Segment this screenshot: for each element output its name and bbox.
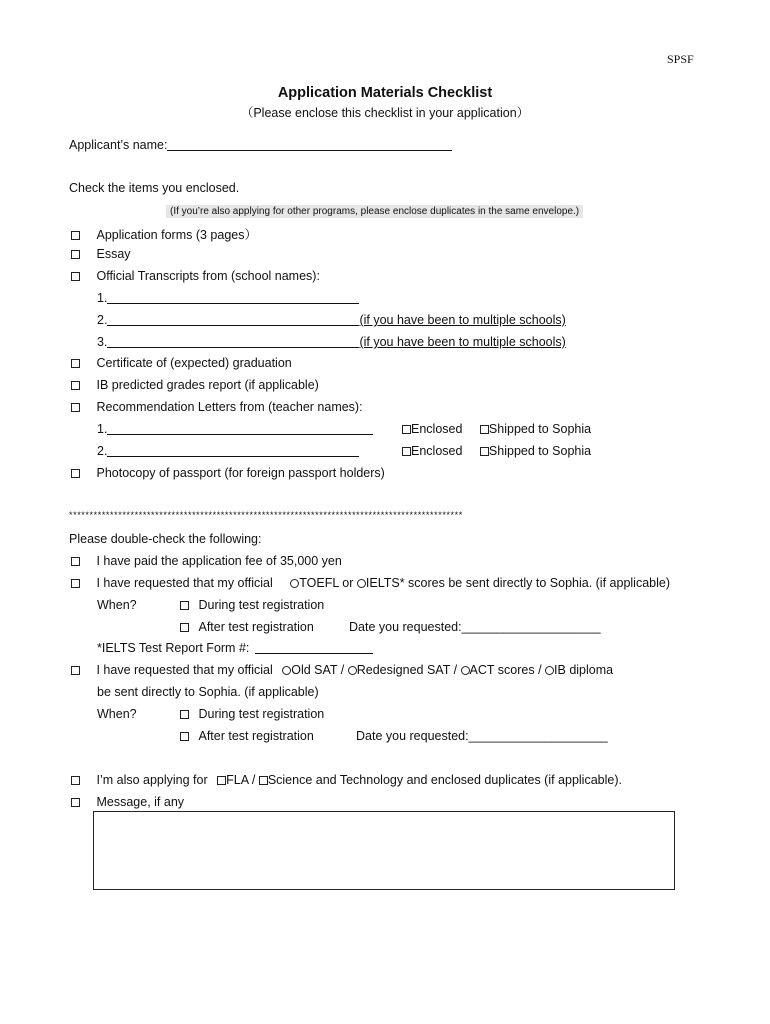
enclosed-label: Enclosed (411, 422, 463, 436)
ielts-form-label: *IELTS Test Report Form #: (97, 641, 250, 655)
also-applying-row (71, 773, 622, 787)
after-registration-label: After test registration (198, 729, 314, 743)
after-registration-row-2 (180, 729, 314, 743)
teacher-2-shipped-checkbox[interactable] (480, 447, 489, 456)
ib-report-row (71, 378, 319, 392)
teacher-1-number: 1. (97, 422, 108, 436)
ib-diploma-label: IB diploma (554, 663, 614, 677)
transcript-school-3 (97, 335, 566, 349)
ib-report-label: IB predicted grades report (if applicable) (96, 378, 319, 392)
during-registration-row-2 (180, 707, 324, 721)
double-check-heading: Please double-check the following: (69, 532, 262, 546)
sat-act-row (71, 663, 613, 677)
old-sat-radio[interactable] (282, 666, 291, 675)
transcript-school-2-field[interactable] (107, 313, 359, 326)
after-registration-row-1 (180, 620, 314, 634)
essay-checkbox[interactable] (71, 250, 80, 259)
passport-checkbox[interactable] (71, 469, 80, 478)
teacher-2-field[interactable] (107, 444, 359, 457)
certificate-checkbox[interactable] (71, 359, 80, 368)
ielts-label: IELTS* scores be sent directly to Sophia. (if applicable) (365, 576, 670, 590)
star-divider: ************************************************************************************************ (69, 510, 463, 520)
transcript-school-1-number: 1. (97, 291, 108, 305)
fee-label: I have paid the application fee of 35,000 yen (96, 554, 342, 568)
date-requested-field-1[interactable]: ____________________ (461, 620, 601, 634)
passport-label: Photocopy of passport (for foreign passport holders) (96, 466, 385, 480)
multiple-schools-note: (if you have been to multiple schools) (359, 335, 566, 349)
during-registration-row-1 (180, 598, 324, 612)
teacher-1-field[interactable] (107, 422, 373, 435)
fla-checkbox[interactable] (217, 776, 226, 785)
transcripts-row (71, 269, 320, 283)
check-note: (If you’re also applying for other programs, please enclose duplicates in the same envelope.) (166, 205, 583, 218)
after-registration-checkbox-2[interactable] (180, 732, 189, 741)
teacher-1-status (402, 422, 591, 436)
fla-label: FLA / (226, 773, 256, 787)
transcript-school-2 (97, 313, 566, 327)
toefl-ielts-checkbox[interactable] (71, 579, 80, 588)
fee-row (71, 554, 342, 568)
application-forms-label: Application forms (3 pages） (96, 228, 257, 242)
date-requested-label: Date you requested: (349, 620, 462, 634)
form-code: SPSF (667, 52, 694, 66)
message-row (71, 795, 184, 809)
page-subtitle: （Please enclose this checklist in your application） (240, 106, 530, 120)
transcript-school-3-number: 3. (97, 335, 108, 349)
applicant-name-row (69, 138, 452, 152)
toefl-label: TOEFL or (299, 576, 354, 590)
fee-checkbox[interactable] (71, 557, 80, 566)
toefl-ielts-row (71, 576, 670, 590)
act-radio[interactable] (461, 666, 470, 675)
applicant-name-field[interactable] (167, 138, 452, 151)
enclosed-label: Enclosed (411, 444, 463, 458)
shipped-label: Shipped to Sophia (488, 422, 592, 436)
toefl-radio[interactable] (290, 579, 299, 588)
transcript-school-1-field[interactable] (107, 291, 359, 304)
teacher-2 (97, 444, 359, 458)
ib-diploma-radio[interactable] (545, 666, 554, 675)
when-label-2: When? (97, 707, 137, 721)
transcripts-checkbox[interactable] (71, 272, 80, 281)
date-requested-1 (349, 620, 601, 634)
science-tech-checkbox[interactable] (259, 776, 268, 785)
when-label-1: When? (97, 598, 137, 612)
essay-label: Essay (96, 247, 131, 261)
message-box[interactable] (93, 811, 675, 890)
ielts-radio[interactable] (357, 579, 366, 588)
teacher-2-enclosed-checkbox[interactable] (402, 447, 411, 456)
also-applying-label: I’m also applying for (96, 773, 208, 787)
during-registration-checkbox-1[interactable] (180, 601, 189, 610)
transcript-school-3-field[interactable] (107, 335, 359, 348)
redesigned-sat-radio[interactable] (348, 666, 357, 675)
date-requested-field-2[interactable]: ____________________ (468, 729, 608, 743)
essay-row (71, 247, 131, 261)
date-requested-label: Date you requested: (356, 729, 469, 743)
passport-row (71, 466, 385, 480)
science-tech-label: Science and Technology and enclosed duplicates (if applicable). (267, 773, 622, 787)
after-registration-label: After test registration (198, 620, 314, 634)
transcript-school-2-number: 2. (97, 313, 108, 327)
sat-act-checkbox[interactable] (71, 666, 80, 675)
teacher-2-status (402, 444, 591, 458)
teacher-1-enclosed-checkbox[interactable] (402, 425, 411, 434)
teacher-2-number: 2. (97, 444, 108, 458)
teacher-1-shipped-checkbox[interactable] (480, 425, 489, 434)
sent-sophia-label: be sent directly to Sophia. (if applicable) (97, 685, 319, 699)
also-applying-checkbox[interactable] (71, 776, 80, 785)
shipped-label: Shipped to Sophia (488, 444, 592, 458)
after-registration-checkbox-1[interactable] (180, 623, 189, 632)
old-sat-label: Old SAT / (291, 663, 345, 677)
multiple-schools-note: (if you have been to multiple schools) (359, 313, 566, 327)
certificate-label: Certificate of (expected) graduation (96, 356, 292, 370)
ielts-form-field[interactable] (255, 641, 373, 654)
transcripts-label: Official Transcripts from (school names): (96, 269, 320, 283)
date-requested-2 (356, 729, 608, 743)
applicant-name-label: Applicant’s name: (69, 138, 168, 152)
application-forms-checkbox[interactable] (71, 231, 80, 240)
teacher-1 (97, 422, 373, 436)
recommendations-row (71, 400, 363, 414)
certificate-row (71, 356, 292, 370)
message-checkbox[interactable] (71, 798, 80, 807)
recommendations-checkbox[interactable] (71, 403, 80, 412)
page-title: Application Materials Checklist (277, 85, 493, 101)
check-intro: Check the items you enclosed. (69, 181, 240, 195)
application-forms-row (71, 225, 257, 243)
recommendations-label: Recommendation Letters from (teacher names): (96, 400, 363, 414)
ib-report-checkbox[interactable] (71, 381, 80, 390)
act-label: ACT scores / (469, 663, 542, 677)
transcript-school-1 (97, 291, 359, 305)
official-request-label: I have requested that my official (96, 576, 273, 590)
official-request-label-2: I have requested that my official (96, 663, 273, 677)
during-registration-checkbox-2[interactable] (180, 710, 189, 719)
during-registration-label: During test registration (198, 707, 325, 721)
redesigned-sat-label: Redesigned SAT / (356, 663, 458, 677)
message-label: Message, if any (96, 795, 185, 809)
ielts-form-row (97, 641, 373, 655)
during-registration-label: During test registration (198, 598, 325, 612)
